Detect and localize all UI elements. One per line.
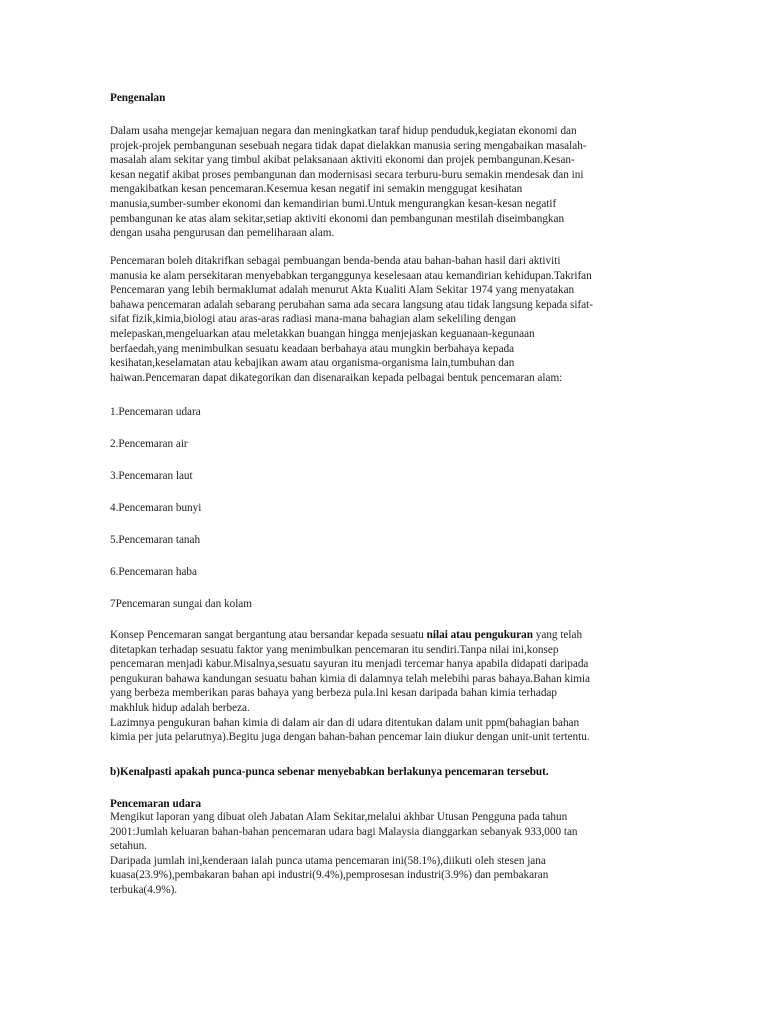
text-line: kuasa(23.9%),pembakaran bahan api industri(9.4%),pemprosesan industri(3.9%) dan pembakaran <box>110 869 549 882</box>
text-line: kesan negatif akibat proses pembangunan dan modernisasi secara terburu-buru semakin mendesak dan ini <box>110 168 584 181</box>
paragraph-udara <box>110 810 670 898</box>
emphasis-text: nilai atau pengukuran <box>426 629 533 641</box>
list-item: 7Pencemaran sungai dan kolam <box>110 598 252 610</box>
text-line: Lazimnya pengukuran bahan kimia di dalam air dan di udara ditentukan dalam unit ppm(bahagian bahan <box>110 716 580 729</box>
text-line: terbuka(4.9%). <box>110 883 178 896</box>
text-line <box>110 628 670 643</box>
heading-pengenalan: Pengenalan <box>110 92 166 104</box>
text-line: mengakibatkan kesan pencemaran.Kesemua kesan negatif ini semakin menggugat kesihatan <box>110 183 523 196</box>
paragraph-intro <box>110 124 670 241</box>
heading-pencemaran-udara: Pencemaran udara <box>110 798 202 810</box>
text-line: bahawa pencemaran adalah sebarang perubahan sama ada secara langsung atau tidak langsung kepada sifat- <box>110 298 594 311</box>
text-line: pengukuran bahawa kandungan sesuatu bahan kimia di dalamnya telah melebihi paras bahaya.Bahan kimia <box>110 672 590 685</box>
text-line: haiwan.Pencemaran dapat dikategorikan dan disenaraikan kepada pelbagai bentuk pencemaran alam: <box>110 371 563 384</box>
text-line: dengan usaha pengurusan dan pemeliharaan alam. <box>110 227 335 240</box>
paragraph-concept <box>110 628 670 745</box>
list-item: 2.Pencemaran air <box>110 438 188 450</box>
text-line: pencemaran menjadi kabur.Misalnya,sesuatu sayuran itu menjadi tercemar hanya apabila didapati daripada <box>110 658 589 671</box>
text-line: pembangunan ke atas alam sekitar,setiap aktiviti ekonomi dan pembangunan mestilah diseimbangkan <box>110 212 565 225</box>
list-item: 5.Pencemaran tanah <box>110 534 201 546</box>
text-run: Konsep Pencemaran sangat bergantung atau bersandar kepada sesuatu <box>110 629 427 641</box>
text-line: sifat fizik,kimia,biologi atau aras-aras radiasi mana-mana bahagian alam sekeliling dengan <box>110 313 517 326</box>
text-line: makhluk hidup adalah berbeza. <box>110 701 250 714</box>
text-line: setahun. <box>110 840 147 853</box>
text-line: ditetapkan terhadap sesuatu faktor yang menimbulkan pencemaran itu sendiri.Tanpa nilai ini,konsep <box>110 643 559 656</box>
list-item: 1.Pencemaran udara <box>110 406 201 418</box>
text-line: Pencemaran boleh ditakrifkan sebagai pembuangan benda-benda atau bahan-bahan hasil dari aktiviti <box>110 255 561 267</box>
text-line: yang berbeza memberikan paras bahaya yang berbeza pula.Ini kesan daripada bahan kimia terhadap <box>110 687 557 700</box>
heading-question-b: b)Kenalpasti apakah punca-punca sebenar menyebabkan berlakunya pencemaran tersebut. <box>110 766 549 778</box>
text-line: berfaedah,yang menimbulkan sesuatu keadaan berbahaya atau mungkin berbahaya kepada <box>110 342 515 355</box>
text-line: masalah alam sekitar yang timbul akibat pelaksanaan aktiviti ekonomi dan projek pembangunan.Kesan- <box>110 154 575 167</box>
text-line: kesihatan,keselamatan atau kebajikan awam atau organisma-organisma lain,tumbuhan dan <box>110 357 515 370</box>
paragraph-definition <box>110 254 670 385</box>
text-line: projek-projek pembangunan sesebuah negara tidak dapat dielakkan manusia sering mengabaikan masalah- <box>110 139 587 152</box>
text-run: yang telah <box>532 629 583 641</box>
text-line: kimia per juta pelarutnya).Begitu juga dengan bahan-bahan pencemar lain diukur dengan unit-unit tertentu. <box>110 731 590 744</box>
text-line: manusia,sumber-sumber ekonomi dan kemandirian bumi.Untuk mengurangkan kesan-kesan negatif <box>110 197 557 210</box>
text-line: manusia ke alam persekitaran menyebabkan terganggunya keselesaan atau kemandirian kehidupan.Takrifan <box>110 269 592 282</box>
text-line: melepaskan,mengeluarkan atau meletakkan buangan hingga menjejaskan keguanaan-kegunaan <box>110 327 535 340</box>
list-item: 6.Pencemaran haba <box>110 566 197 578</box>
text-line: Mengikut laporan yang dibuat oleh Jabatan Alam Sekitar,melalui akhbar Utusan Pengguna pada tahun <box>110 811 568 823</box>
list-item: 3.Pencemaran laut <box>110 470 193 482</box>
text-line: Dalam usaha mengejar kemajuan negara dan meningkatkan taraf hidup penduduk,kegiatan ekonomi dan <box>110 125 577 137</box>
list-item: 4.Pencemaran bunyi <box>110 502 202 514</box>
text-line: 2001:Jumlah keluaran bahan-bahan pencemaran udara bagi Malaysia dianggarkan sebanyak 933,000 tan <box>110 825 578 838</box>
text-line: Pencemaran yang lebih bermaklumat adalah menurut Akta Kualiti Alam Sekitar 1974 yang menyatakan <box>110 284 575 297</box>
text-line: Daripada jumlah ini,kenderaan ialah punca utama pencemaran ini(58.1%),diikuti oleh stesen jana <box>110 854 546 867</box>
